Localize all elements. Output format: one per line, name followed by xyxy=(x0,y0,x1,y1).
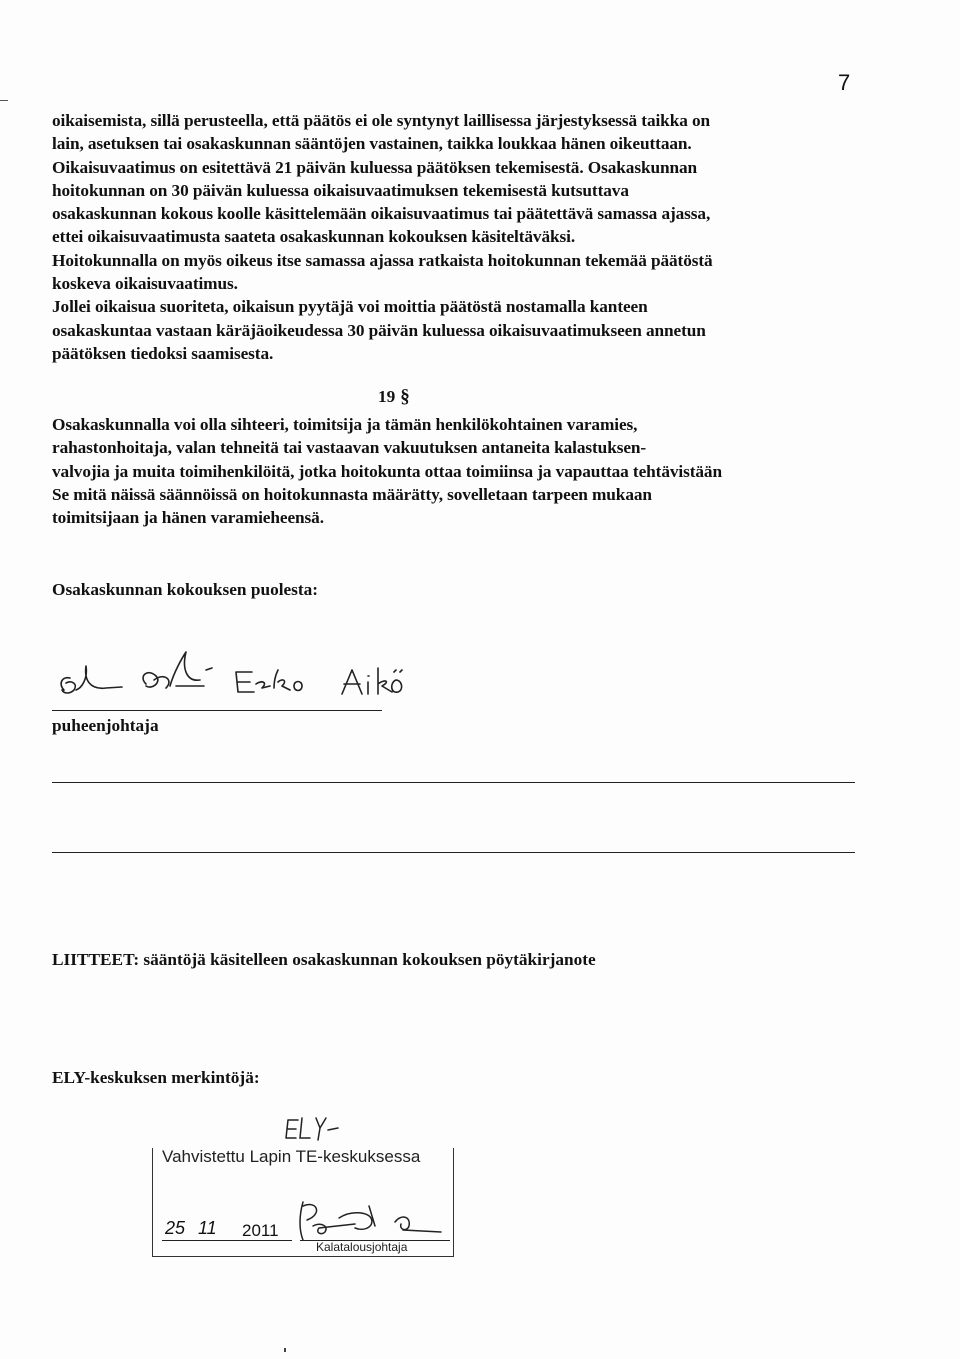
text-line: Se mitä näissä säännöissä on hoitokunnasta määrätty, sovelletaan tarpeen mukaan xyxy=(52,484,652,504)
stamp-title: Vahvistettu Lapin TE-keskuksessa xyxy=(162,1147,421,1166)
signature-heading: Osakaskunnan kokouksen puolesta: xyxy=(52,580,319,599)
blank-signature-line xyxy=(52,852,855,853)
section-19-body xyxy=(52,413,842,529)
handwritten-ely-mark xyxy=(282,1112,342,1142)
attachments-text: LIITTEET: sääntöjä käsitelleen osakaskunnan kokouksen pöytäkirjanote xyxy=(52,950,596,969)
text-line: Osakaskunnalla voi olla sihteeri, toimitsija ja tämän henkilökohtainen varamies, xyxy=(52,415,638,434)
section-symbol: § xyxy=(400,386,410,407)
section-18-continued xyxy=(52,109,842,365)
stamp-role: Kalatalousjohtaja xyxy=(316,1240,408,1254)
stamp-day: 25 xyxy=(165,1218,186,1238)
signature-role: puheenjohtaja xyxy=(52,716,159,735)
stamp-date-line xyxy=(162,1240,292,1241)
text-line: Hoitokunnalla on myös oikeus itse samassa ajassa ratkaista hoitokunnan tekemää päätöstä xyxy=(52,250,713,270)
section-19-heading xyxy=(378,386,410,408)
text-line: rahastonhoitaja, valan tehneitä tai vastaavan vakuutuksen antaneita kalastuksen- xyxy=(52,438,647,458)
text-line: osakaskunnan kokous koolle käsittelemään oikaisuvaatimus tai päätettävä samassa ajassa, xyxy=(52,204,711,224)
text-line: oikaisemista, sillä perusteella, että päätös ei ole syntynyt laillisessa järjestyksessä taikka on xyxy=(52,111,711,130)
text-line: valvojia ja muita toimihenkilöitä, jotka hoitokunta ottaa toimiinsa ja vapauttaa tehtävistään xyxy=(52,461,722,481)
margin-mark xyxy=(0,100,8,101)
text-line: ettei oikaisuvaatimusta saateta osakaskunnan kokouksen käsiteltäväksi. xyxy=(52,227,576,247)
text-line: koskeva oikaisuvaatimus. xyxy=(52,274,238,294)
signature-line xyxy=(52,710,382,711)
text-line: hoitokunnan on 30 päivän kuluessa oikaisuvaatimuksen tekemisestä kutsuttava xyxy=(52,180,629,200)
handwritten-signature xyxy=(56,650,446,710)
ely-notes-heading: ELY-keskuksen merkintöjä: xyxy=(52,1068,260,1087)
blank-signature-line xyxy=(52,782,855,783)
text-line: lain, asetuksen tai osakaskunnan sääntöjen vastainen, taikka loukkaa hänen oikeuttaan. xyxy=(52,134,692,154)
text-line: Jollei oikaisua suoriteta, oikaisun pyytäjä voi moittia päätöstä nostamalla kanteen xyxy=(52,297,648,317)
stamp-year: 2011 xyxy=(242,1221,279,1240)
section-number: 19 xyxy=(378,387,396,406)
scan-mark xyxy=(284,1348,286,1352)
stamp-month: 11 xyxy=(198,1218,217,1238)
stamp-signature xyxy=(295,1196,445,1246)
page-number: 7 xyxy=(838,70,851,95)
text-line: toimitsijaan ja hänen varamieheensä. xyxy=(52,508,324,528)
text-line: päätöksen tiedoksi saamisesta. xyxy=(52,343,274,363)
text-line: Oikaisuvaatimus on esitettävä 21 päivän kuluessa päätöksen tekemisestä. Osakaskunnan xyxy=(52,157,698,177)
text-line: osakaskuntaa vastaan käräjäoikeudessa 30 päivän kuluessa oikaisuvaatimukseen annetun xyxy=(52,320,706,340)
